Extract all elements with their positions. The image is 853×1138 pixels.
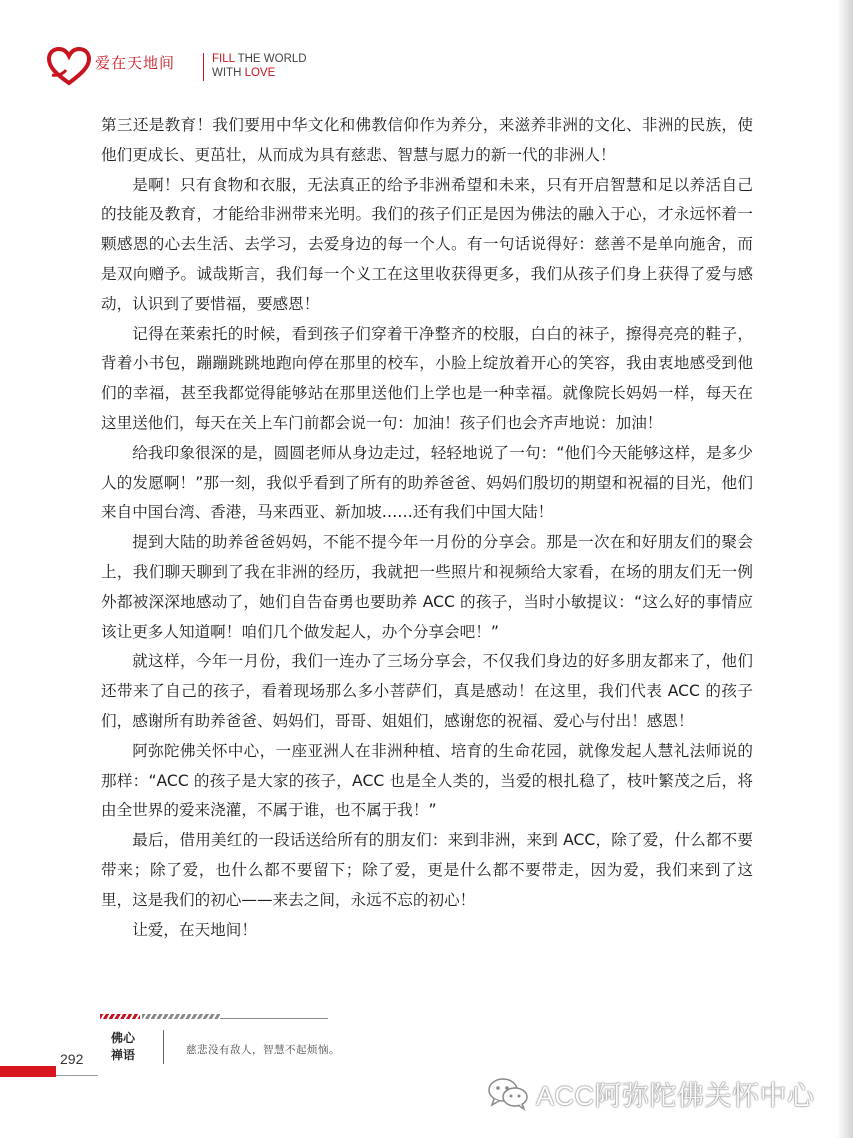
footer-stripe-red <box>100 1014 140 1019</box>
page-edge-shadow <box>837 0 853 1138</box>
slogan-line-1: FILL THE WORLD <box>212 53 307 65</box>
article-body <box>101 111 753 945</box>
page-number-rule <box>56 1075 98 1076</box>
paragraph: 记得在莱索托的时候，看到孩子们穿着干净整齐的校服，白白的袜子，擦得亮亮的鞋子，背着小书包，蹦蹦跳跳地跑向停在那里的校车，小脸上绽放着开心的笑容，我由衷地感受到他们的幸福，甚至我都觉得能够站在那里送他们上学也是一种幸福。就像院长妈妈一样，每天在这里送他们，每天在关上车门前都会说一句：加油！孩子们也会齐声地说：加油！ <box>101 324 753 432</box>
paragraph: 最后，借用美红的一段话送给所有的朋友们：来到非洲，来到 ACC，除了爱，什么都不要带来；除了爱，也什么都不要留下；除了爱，更是什么都不要带走，因为爱，我们来到了这里，这是我们的初心——来去之间，永远不忘的初心！ <box>101 831 753 909</box>
paragraph: 让爱，在天地间！ <box>132 920 257 939</box>
paragraph: 给我印象很深的是，圆圆老师从身边走过，轻轻地说了一句：“他们今天能够这样，是多少人的发愿啊！”那一刻，我似乎看到了所有的助养爸爸、妈妈们殷切的期望和祝福的目光，他们来自中国台湾、香港，马来西亚、新加坡……还有我们中国大陆！ <box>101 443 753 522</box>
page-number-bar <box>0 1066 56 1077</box>
logo-divider <box>203 53 204 81</box>
footer-divider <box>163 1030 164 1064</box>
footer-motto: 慈悲没有敌人，智慧不起烦恼。 <box>186 1044 340 1056</box>
wechat-icon <box>486 1075 530 1111</box>
paragraph: 是啊！只有食物和衣服，无法真正的给予非洲希望和未来，只有开启智慧和足以养活自己的技能及教育，才能给非洲带来光明。我们的孩子们正是因为佛法的融入于心，才永远怀着一颗感恩的心去生活、去学习，去爱身边的每一个人。有一句话说得好：慈善不是单向施舍，而是双向赠予。诚哉斯言，我们每一个义工在这里收获得更多，我们从孩子们身上获得了爱与感动，认识到了要惜福，要感恩！ <box>101 175 753 313</box>
paragraph: 提到大陆的助养爸爸妈妈，不能不提今年一月份的分享会。那是一次在和好朋友们的聚会上，我们聊天聊到了我在非洲的经历，我就把一些照片和视频给大家看，在场的朋友们无一例外都被深深地感动了，她们自告奋勇也要助养 ACC 的孩子，当时小敏提议：“这么好的事情应该让更多人知道啊！咱们几个做发起人，办个分享会吧！” <box>101 533 753 641</box>
footer-column-title: 佛心禅语 <box>111 1031 136 1062</box>
paragraph: 第三还是教育！我们要用中华文化和佛教信仰作为养分，来滋养非洲的文化、非洲的民族，使他们更成长、更茁壮，从而成为具有慈悲、智慧与愿力的新一代的非洲人！ <box>101 116 753 164</box>
footer-rule <box>220 1018 328 1019</box>
paragraph: 就这样，今年一月份，我们一连办了三场分享会，不仅我们身边的好多朋友都来了，他们还带来了自己的孩子，看着现场那么多小菩萨们，真是感动！在这里，我们代表 ACC 的孩子们，感谢所有助养爸爸、妈妈们，哥哥、姐姐们，感谢您的祝福、爱心与付出！感恩！ <box>101 652 753 730</box>
footer-stripe-gray <box>142 1014 220 1019</box>
page-number: 292 <box>60 1051 84 1067</box>
logo-english-slogan <box>212 52 307 80</box>
watermark-text: ACC阿弥陀佛关怀中心 <box>536 1080 815 1111</box>
logo-chinese-title: 爱在天地间 <box>95 54 176 72</box>
slogan-line-2: WITH LOVE <box>212 67 276 79</box>
watermark <box>486 1073 815 1113</box>
heart-logo-icon <box>46 46 92 86</box>
paragraph: 阿弥陀佛关怀中心，一座亚洲人在非洲种植、培育的生命花园，就像发起人慧礼法师说的那样：“ACC 的孩子是大家的孩子，ACC 也是全人类的，当爱的根扎稳了，枝叶繁茂之后，将由全世界的爱来浇灌，不属于谁，也不属于我！” <box>101 741 753 820</box>
